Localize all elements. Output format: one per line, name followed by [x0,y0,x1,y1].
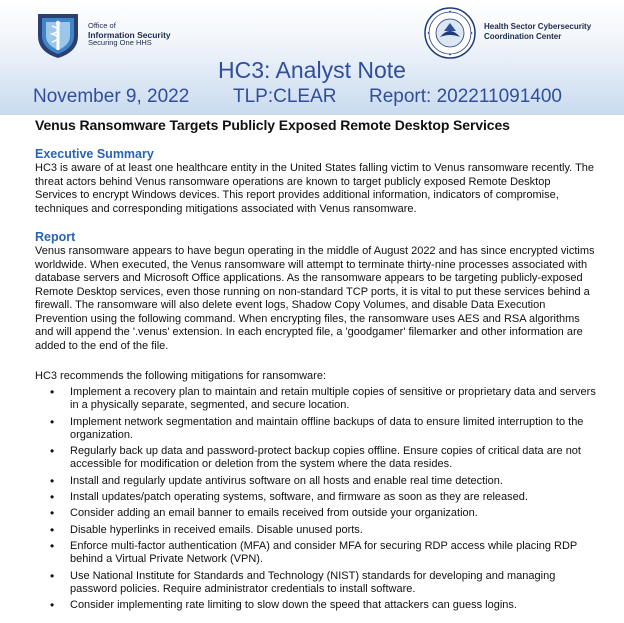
list-item: • Install updates/patch operating systems, software, and firmware as soon as they are released. [60,491,600,504]
hc3-organization-label: Health Sector Cybersecurity Coordination Center [484,22,592,41]
page-title: HC3: Analyst Note [218,57,406,83]
list-item: • Implement a recovery plan to maintain and retain multiple copies of sensitive or proprietary data and servers in a physically separate, segmented, and secure location. [60,386,600,413]
report-date: November 9, 2022 [33,86,190,107]
list-item: • Install and regularly update antivirus software on all hosts and enable real time detection. [60,475,600,488]
hhs-seal-icon [424,7,476,59]
tlp-label: TLP:CLEAR [233,86,337,107]
office-of-information-security-label: Office of Information Security Securing One HHS [88,21,171,47]
list-item: • Consider adding an email banner to emails received from outside your organization. [60,507,600,520]
document-title: Venus Ransomware Targets Publicly Exposed Remote Desktop Services [35,117,510,133]
report-text: Venus ransomware appears to have begun operating in the middle of August 2022 and has since encrypted victims worldwide. When executed, the Venus ransomware will attempt to terminate thirty-nine processes associated with database servers and Microsoft Office applications. As the ransomware appears to be targeting publicly-exposed Remote Desktop services, even those running on non-standard TCP ports, it is vital to put these services behind a firewall. The ransomware will also delete event logs, Shadow Copy Volumes, and disable Data Execution Prevention using the following command. When encrypting files, the ransomware uses AES and RSA algorithms and will append the '.venus' extension. In each encrypted file, a 'goodgamer' filemarker and other information are added to the end of the file. [35,245,595,352]
report-heading: Report [35,230,76,244]
report-header [0,0,624,115]
list-item: • Use National Institute for Standards and Technology (NIST) standards for developing and managing password policies. Require administrator credentials to install software. [60,570,600,597]
executive-summary-heading: Executive Summary [35,147,154,161]
hhs-shield-logo-icon [34,10,82,60]
list-item: • Implement network segmentation and maintain offline backups of data to ensure limited interruption to the organization. [60,416,600,443]
list-item: • Consider implementing rate limiting to slow down the speed that attackers can guess logins. [60,599,600,612]
recommendations-intro: HC3 recommends the following mitigations for ransomware: [35,370,327,382]
list-item: • Enforce multi-factor authentication (MFA) and consider MFA for securing RDP access while placing RDP behind a Virtual Private Network (VPN). [60,540,600,567]
list-item: • Disable hyperlinks in received emails. Disable unused ports. [60,524,600,537]
executive-summary-text: HC3 is aware of at least one healthcare entity in the United States falling victim to Venus ransomware recently. The threat actors behind Venus ransomware operations are known to target publicly exposed Remote Desktop Services to encrypt Windows devices. This report provides additional information, indicators of compromise, techniques and corresponding mitigations associated with Venus ransomware. [35,162,595,215]
recommendations-list [60,386,600,615]
list-item: • Regularly back up data and password-protect backup copies offline. Ensure copies of critical data are not accessible for modification or deletion from the system where the data resides. [60,445,600,472]
report-number: Report: 202211091400 [369,86,562,107]
